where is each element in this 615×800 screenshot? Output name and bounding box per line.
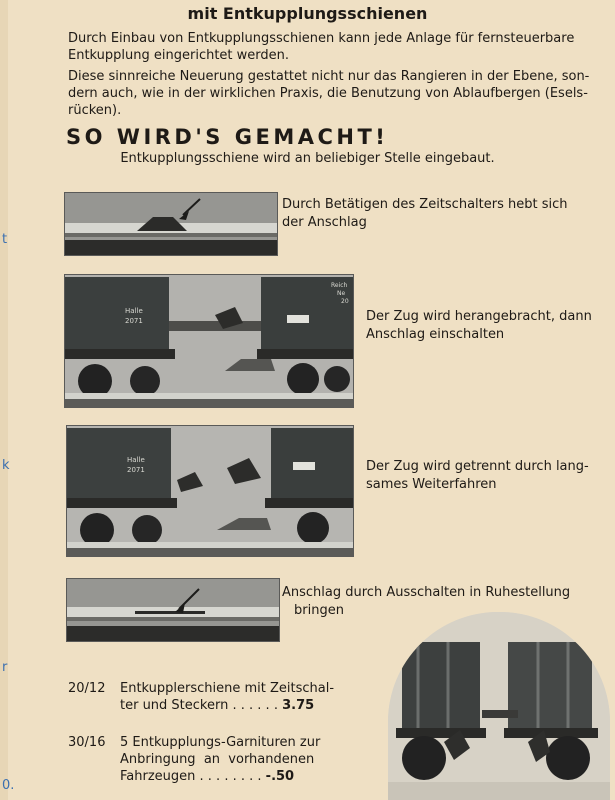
intro-paragraph-1 <box>68 30 608 64</box>
step-2-line2: Anschlag einschalten <box>366 327 505 342</box>
price-item-1 <box>68 680 368 720</box>
page-heading: mit Entkupplungsschienen <box>187 4 428 23</box>
step-3-line1: Der Zug wird getrennt durch lang- <box>366 459 589 474</box>
price-item-1-line1: Entkupplerschiene mit Zeitschal- <box>120 681 335 696</box>
photo-track-lowered <box>66 578 280 642</box>
price-item-1-description <box>120 680 370 714</box>
step-4-line2: bringen <box>294 603 344 618</box>
wagons-separated-illustration <box>67 426 353 556</box>
wagon2-label-city: Halle <box>127 456 145 464</box>
section-subtitle: Entkupplungsschiene wird an beliebiger Stelle eingebaut. <box>120 151 495 166</box>
wagon-label-city: Halle <box>125 307 143 315</box>
section-title: SO WIRD'S GEMACHT! <box>66 125 389 149</box>
step-1-line1: Durch Betätigen des Zeitschalters hebt sich <box>282 197 568 212</box>
step-4-line1: Anschlag durch Ausschalten in Ruhestellung <box>282 585 571 600</box>
margin-mark-1: t <box>2 232 8 247</box>
intro-p1-line1: Durch Einbau von Entkupplungsschienen kann jede Anlage für fernsteuerbare <box>68 31 575 46</box>
margin-mark-4: 0. <box>2 778 15 793</box>
intro-p1-line2: Entkupplung eingerichtet werden. <box>68 48 290 63</box>
wagon-label-right-top: Reich <box>331 282 348 289</box>
price-item-1-code: 20/12 <box>68 681 106 696</box>
price-item-2-line3: Fahrzeugen <box>120 769 196 784</box>
photo-coupler-closeup <box>388 612 610 800</box>
wagon-label-number: 2071 <box>125 317 143 325</box>
photo-wagons-coupled <box>64 274 354 408</box>
wagon2-label-number: 2071 <box>127 466 145 474</box>
wagons-coupled-illustration <box>65 275 353 407</box>
wagon-label-right-num: 20 <box>341 298 349 305</box>
left-page-edge <box>0 0 8 800</box>
price-item-2-code: 30/16 <box>68 735 106 750</box>
price-item-2-price: -.50 <box>265 769 295 784</box>
step-3-caption <box>366 458 589 494</box>
step-2-caption <box>366 308 592 344</box>
price-item-2-description <box>120 734 370 785</box>
price-item-2-leader: . . . . . . . . <box>199 769 262 784</box>
track-raised-illustration <box>65 193 277 255</box>
intro-p2-line1: Diese sinnreiche Neuerung gestattet nicht nur das Rangieren in der Ebene, son- <box>68 69 590 84</box>
intro-paragraph-2 <box>68 68 608 119</box>
photo-track-raised <box>64 192 278 256</box>
intro-p2-line3: rücken). <box>68 103 122 118</box>
step-1-line2: der Anschlag <box>282 215 367 230</box>
price-item-1-leader: . . . . . . <box>232 698 278 713</box>
price-item-2-line2: Anbringung an vorhandenen <box>120 752 315 767</box>
price-item-2-line1: 5 Entkupplungs-Garnituren zur <box>120 735 321 750</box>
coupler-closeup-illustration <box>388 612 610 800</box>
price-item-1-price: 3.75 <box>282 698 315 713</box>
track-lowered-illustration <box>67 579 279 641</box>
price-item-1-line2: ter und Steckern <box>120 698 229 713</box>
step-1-caption <box>282 196 567 232</box>
intro-p2-line2: dern auch, wie in der wirklichen Praxis, die Benutzung von Ablaufbergen (Esels- <box>68 86 588 101</box>
price-item-2 <box>68 734 368 794</box>
photo-wagons-separated <box>66 425 354 557</box>
price-item-2-line3-row <box>120 768 370 785</box>
price-item-1-line2-row <box>120 697 370 714</box>
margin-mark-3: r <box>2 660 8 675</box>
margin-mark-2: k <box>2 458 10 473</box>
step-2-line1: Der Zug wird herangebracht, dann <box>366 309 592 324</box>
wagon-label-right-mid: Ne <box>337 290 346 297</box>
step-3-line2: sames Weiterfahren <box>366 477 497 492</box>
